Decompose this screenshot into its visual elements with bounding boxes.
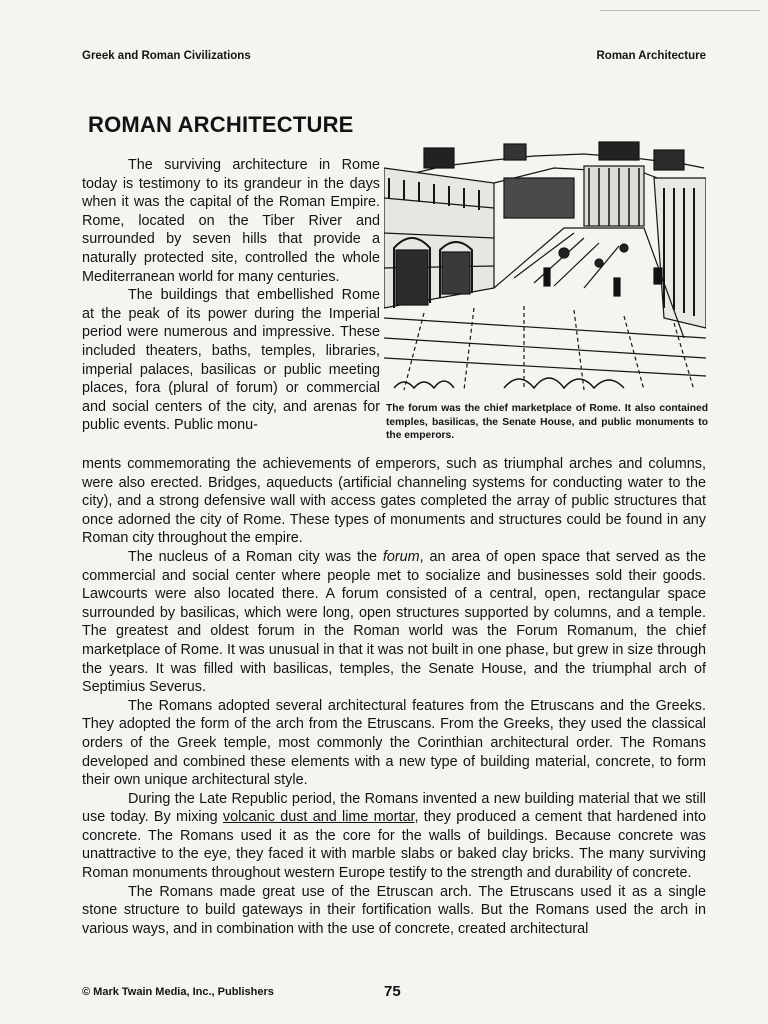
paragraph-5-rest: , they produced a cement that hardened into concrete. The Romans used it as the core for the walls of buildings. Because concrete was unattractive to the eye, they faced it with marble slabs or baked clay bricks. The many surviving Roman monuments throughout western Europe testify to the strength and durability of concrete. [82, 809, 706, 882]
paragraph-3-rest: , an area of open space that served as the commercial and social center where people met to socialize and businesses sold their goods. Lawcourts were also located there. A forum consisted of a central, open, rectangular space surrounded by basilicas, which were long, open structures supported by columns, and a temple. The greatest and oldest forum in the Roman world was the Forum Romanum, the chief marketplace of Rome. It was unusual in that it was not built in one phase, but grew in size through the years. It was filled with basilicas, temples, the Senate House, and the triumphal arch of Septimius Severus. [82, 548, 706, 696]
paragraph-2: The buildings that embellished Rome at the peak of its power during the Imperial period were numerous and impressive. These included theaters, baths, temples, libraries, imperial palaces, basilicas or public meeting places, fora (plural of forum) or commercial and social centers of the city, and arenas for public events. Public monu- [82, 287, 380, 434]
paragraph-5-start: During the Late Republic period, the Romans invented a new building material that we still use today. By mixing [82, 790, 706, 826]
paragraph-5 [82, 790, 706, 883]
paragraph-3-start: The nucleus of a Roman city was the [128, 548, 383, 565]
page-number: 75 [384, 983, 401, 1000]
paragraph-3 [82, 548, 706, 697]
intro-column [82, 156, 380, 435]
figure-caption: The forum was the chief marketplace of Rome. It also contained temples, basilicas, the Senate House, and public monuments to the emperors. [386, 403, 708, 441]
scan-artifact-line [600, 10, 760, 11]
underlined-phrase: volcanic dust and lime mortar [222, 809, 415, 826]
roman-forum-illustration [384, 138, 706, 390]
running-header-right: Roman Architecture [596, 50, 706, 62]
paragraph-2-continued: ments commemorating the achievements of emperors, such as triumphal arches and columns, were also erected. Bridges, aqueducts (artificial channeling systems for conducting water to the city), and a strong defensive wall with access gates completed the array of public structures that once adorned the city of Rome. These types of monuments and structures could be found in any Roman city throughout the empire. [82, 456, 706, 547]
forum-drawing-icon [384, 138, 706, 390]
main-text [82, 455, 706, 938]
forum-term: forum [382, 548, 420, 565]
publisher-credit: © Mark Twain Media, Inc., Publishers [82, 986, 274, 998]
paragraph-6: The Romans made great use of the Etruscan arch. The Etruscans used it as a single stone structure to build gateways in their fortification walls. But the Romans used the arch in various ways, and in combination with the use of concrete, created architectural [82, 883, 706, 937]
paragraph-4: The Romans adopted several architectural features from the Etruscans and the Greeks. They adopted the form of the arch from the Etruscans. From the Greeks, they used the classical orders of the Greek temple, most commonly the Corinthian architectural order. The Romans developed and combined these elements with a new type of building material, concrete, to form their own unique architectural style. [82, 697, 706, 789]
page-title: ROMAN ARCHITECTURE [88, 112, 354, 137]
paragraph-1: The surviving architecture in Rome today is testimony to its grandeur in the days when it was the capital of the Roman Empire. Rome, located on the Tiber River and surrounded by seven hills that provide a naturally protected site, controlled the whole Mediterranean world for many centuries. [82, 157, 380, 285]
running-header-left: Greek and Roman Civilizations [82, 50, 251, 62]
